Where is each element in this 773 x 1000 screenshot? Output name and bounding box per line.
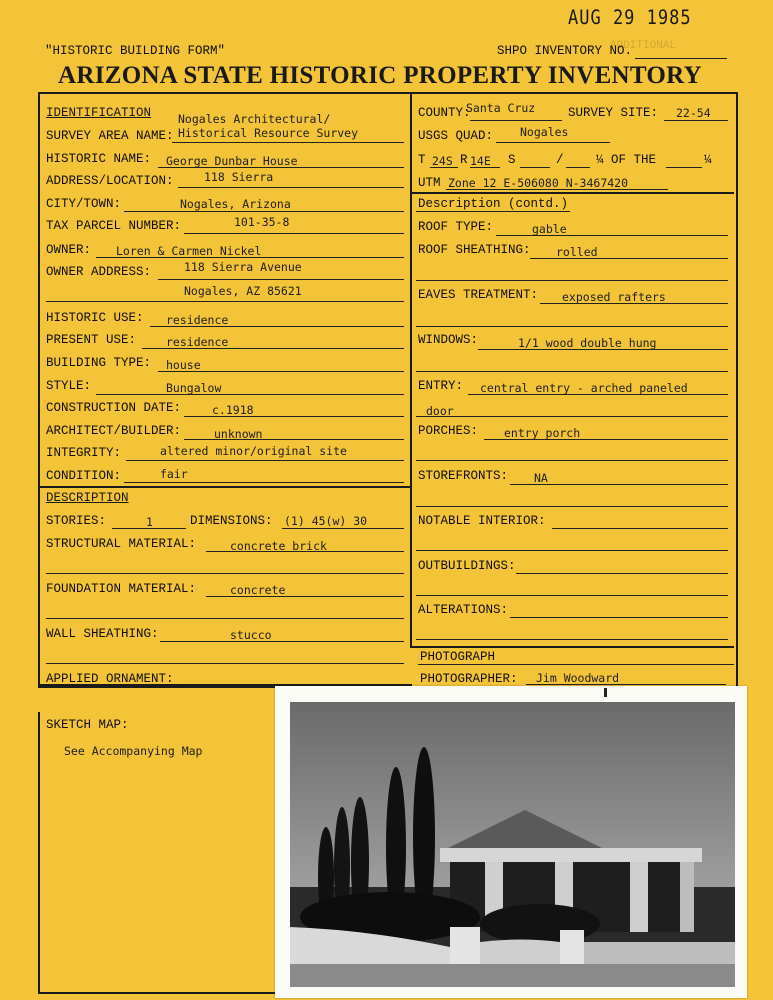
foundation-value: concrete bbox=[230, 583, 286, 597]
condition-value: fair bbox=[160, 467, 188, 481]
owner-line bbox=[96, 257, 404, 258]
address-line bbox=[178, 187, 404, 188]
roof-type-line bbox=[496, 235, 728, 236]
house-photograph bbox=[290, 702, 735, 987]
construction-date-line bbox=[184, 416, 404, 417]
identification-header: IDENTIFICATION bbox=[46, 106, 152, 120]
city-value: Nogales, Arizona bbox=[180, 197, 291, 211]
photograph-header-line bbox=[418, 664, 734, 665]
structural-label: STRUCTURAL MATERIAL: bbox=[46, 537, 197, 551]
roof-sheathing-label: ROOF SHEATHING: bbox=[418, 243, 531, 257]
roof-type-value: gable bbox=[532, 222, 567, 236]
architect-label: ARCHITECT/BUILDER: bbox=[46, 424, 182, 438]
entry-value-1: central entry - arched paneled bbox=[480, 381, 688, 395]
shpo-label: SHPO INVENTORY NO. bbox=[497, 44, 633, 58]
survey-area-value-1: Nogales Architectural/ bbox=[178, 112, 331, 126]
trs-t-line bbox=[430, 167, 458, 168]
trs-r-label: R bbox=[460, 153, 468, 167]
photographer-line bbox=[526, 684, 726, 685]
roof-sheathing-value: rolled bbox=[556, 245, 598, 259]
foundation-extra-line bbox=[46, 618, 404, 619]
utm-line bbox=[446, 189, 668, 190]
stories-line bbox=[112, 528, 186, 529]
porches-extra-line bbox=[416, 460, 728, 461]
structural-line bbox=[206, 551, 404, 552]
historic-name-value: George Dunbar House bbox=[166, 154, 298, 168]
windows-line bbox=[478, 349, 728, 350]
bleed-through-text: ADDITIONAL bbox=[610, 40, 677, 52]
windows-label: WINDOWS: bbox=[418, 333, 479, 347]
historic-use-label: HISTORIC USE: bbox=[46, 311, 144, 325]
alterations-label: ALTERATIONS: bbox=[418, 603, 509, 617]
form-title: ARIZONA STATE HISTORIC PROPERTY INVENTORY bbox=[58, 62, 703, 89]
form-label: "HISTORIC BUILDING FORM" bbox=[45, 44, 226, 58]
architect-line bbox=[184, 439, 404, 440]
county-line bbox=[470, 120, 562, 121]
owner-value: Loren & Carmen Nickel bbox=[116, 244, 262, 258]
photograph-header: PHOTOGRAPH bbox=[420, 650, 496, 664]
utm-label: UTM bbox=[418, 176, 441, 190]
wall-sheathing-line bbox=[160, 641, 404, 642]
outbuildings-label: OUTBUILDINGS: bbox=[418, 559, 516, 573]
photographer-label: PHOTOGRAPHER: bbox=[420, 672, 518, 686]
usgs-label: USGS QUAD: bbox=[418, 129, 494, 143]
usgs-value: Nogales bbox=[520, 125, 569, 139]
owner-address-label: OWNER ADDRESS: bbox=[46, 265, 152, 279]
trs-s-label: S bbox=[508, 153, 516, 167]
windows-extra-line bbox=[416, 371, 728, 372]
style-label: STYLE: bbox=[46, 379, 92, 393]
notable-interior-label: NOTABLE INTERIOR: bbox=[418, 514, 546, 528]
survey-site-label: SURVEY SITE: bbox=[568, 106, 659, 120]
utm-value: Zone 12 E-506080 N-3467420 bbox=[448, 176, 629, 190]
eaves-label: EAVES TREATMENT: bbox=[418, 288, 539, 302]
foundation-label: FOUNDATION MATERIAL: bbox=[46, 582, 197, 596]
outbuildings-line bbox=[516, 573, 728, 574]
historic-use-line bbox=[150, 326, 404, 327]
dimensions-line bbox=[282, 528, 404, 529]
survey-area-line bbox=[172, 142, 404, 143]
integrity-label: INTEGRITY: bbox=[46, 446, 122, 460]
storefronts-extra-line bbox=[416, 506, 728, 507]
style-value: Bungalow bbox=[166, 381, 222, 395]
condition-label: CONDITION: bbox=[46, 469, 122, 483]
survey-area-value-2: Historical Resource Survey bbox=[178, 126, 359, 140]
notable-interior-line bbox=[552, 528, 728, 529]
porches-value: entry porch bbox=[504, 426, 581, 440]
wall-sheathing-value: stucco bbox=[230, 628, 272, 642]
storefronts-label: STOREFRONTS: bbox=[418, 469, 509, 483]
trs-slash: / bbox=[556, 153, 564, 167]
entry-value-2: door bbox=[426, 404, 454, 418]
structural-value: concrete brick bbox=[230, 539, 327, 553]
trs-t-label: T bbox=[418, 153, 426, 167]
owner-label: OWNER: bbox=[46, 243, 92, 257]
entry-extra-line bbox=[416, 416, 728, 417]
owner-address-line-2 bbox=[46, 301, 404, 302]
date-stamp: AUG 29 1985 bbox=[568, 6, 692, 30]
building-type-line bbox=[158, 371, 404, 372]
historic-name-line bbox=[158, 167, 404, 168]
photograph-box-top bbox=[412, 646, 734, 648]
shpo-line bbox=[635, 58, 727, 59]
outbuildings-extra-line bbox=[416, 595, 728, 596]
trs-t-value: 24S bbox=[432, 154, 453, 168]
porches-label: PORCHES: bbox=[418, 424, 479, 438]
eaves-extra-line bbox=[416, 326, 728, 327]
porches-line bbox=[484, 439, 728, 440]
applied-ornament-line bbox=[180, 686, 280, 687]
sketch-map-note: See Accompanying Map bbox=[64, 744, 203, 758]
sketch-map-label: SKETCH MAP: bbox=[46, 718, 129, 732]
tax-parcel-value: 101-35-8 bbox=[234, 215, 290, 229]
style-line bbox=[96, 394, 404, 395]
owner-address-line-1 bbox=[158, 279, 404, 280]
architect-value: unknown bbox=[214, 427, 263, 441]
description-contd-header: Description (contd.) bbox=[418, 197, 569, 211]
trs-s-line bbox=[520, 167, 550, 168]
building-type-label: BUILDING TYPE: bbox=[46, 356, 152, 370]
tax-parcel-line bbox=[184, 233, 404, 234]
integrity-value: altered minor/original site bbox=[160, 444, 347, 458]
survey-area-label: SURVEY AREA NAME: bbox=[46, 129, 174, 143]
county-label: COUNTY: bbox=[418, 106, 471, 120]
alterations-extra-line bbox=[416, 639, 728, 640]
wall-sheathing-label: WALL SHEATHING: bbox=[46, 627, 159, 641]
construction-date-value: c.1918 bbox=[212, 403, 254, 417]
historic-use-value: residence bbox=[166, 313, 229, 327]
city-label: CITY/TOWN: bbox=[46, 197, 122, 211]
eaves-line bbox=[540, 303, 728, 304]
entry-line bbox=[468, 394, 728, 395]
present-use-value: residence bbox=[166, 335, 229, 349]
county-value: Santa Cruz bbox=[466, 101, 536, 115]
wall-sheathing-extra-line bbox=[46, 663, 404, 664]
photographer-value: Jim Woodward bbox=[536, 671, 620, 685]
integrity-line bbox=[126, 460, 404, 461]
trs-quarter-2: ¼ bbox=[704, 153, 712, 167]
tax-parcel-label: TAX PARCEL NUMBER: bbox=[46, 219, 182, 233]
trs-r-line bbox=[470, 167, 500, 168]
photo-mark bbox=[604, 688, 607, 697]
roof-sheathing-line bbox=[530, 258, 728, 259]
right-column-divider bbox=[410, 192, 412, 648]
historic-name-label: HISTORIC NAME: bbox=[46, 152, 152, 166]
trs-quarter-of-the: ¼ OF THE bbox=[596, 153, 657, 167]
trs-quarter-line bbox=[666, 167, 702, 168]
location-box-bottom bbox=[412, 192, 734, 194]
owner-address-value-1: 118 Sierra Avenue bbox=[184, 260, 302, 274]
foundation-line bbox=[206, 596, 404, 597]
owner-address-value-2: Nogales, AZ 85621 bbox=[184, 284, 302, 298]
description-contd-header-line bbox=[416, 211, 570, 212]
windows-value: 1/1 wood double hung bbox=[518, 336, 657, 350]
survey-site-value: 22-54 bbox=[676, 106, 711, 120]
storefronts-value: NA bbox=[534, 471, 548, 485]
city-line bbox=[124, 211, 404, 212]
structural-extra-line bbox=[46, 573, 404, 574]
present-use-label: PRESENT USE: bbox=[46, 333, 137, 347]
present-use-line bbox=[142, 348, 404, 349]
condition-line bbox=[124, 482, 404, 483]
description-header: DESCRIPTION bbox=[46, 491, 129, 505]
stories-value: 1 bbox=[146, 515, 153, 529]
alterations-line bbox=[510, 617, 728, 618]
address-value: 118 Sierra bbox=[204, 170, 274, 184]
address-label: ADDRESS/LOCATION: bbox=[46, 174, 174, 188]
stories-label: STORIES: bbox=[46, 514, 107, 528]
entry-label: ENTRY: bbox=[418, 379, 464, 393]
notable-interior-extra-line bbox=[416, 550, 728, 551]
roof-extra-line bbox=[416, 280, 728, 281]
roof-type-label: ROOF TYPE: bbox=[418, 220, 494, 234]
house-photo-image bbox=[290, 702, 735, 987]
applied-ornament-label: APPLIED ORNAMENT: bbox=[46, 672, 174, 686]
eaves-value: exposed rafters bbox=[562, 290, 666, 304]
construction-date-label: CONSTRUCTION DATE: bbox=[46, 401, 182, 415]
trs-r-value: 14E bbox=[470, 154, 491, 168]
trs-slash-line bbox=[566, 167, 590, 168]
usgs-line bbox=[496, 142, 610, 143]
identification-box-bottom bbox=[40, 486, 412, 488]
storefronts-line bbox=[510, 484, 728, 485]
survey-site-line bbox=[664, 120, 728, 121]
dimensions-value: (1) 45(w) 30 bbox=[284, 514, 368, 528]
building-type-value: house bbox=[166, 358, 201, 372]
dimensions-label: DIMENSIONS: bbox=[190, 514, 273, 528]
